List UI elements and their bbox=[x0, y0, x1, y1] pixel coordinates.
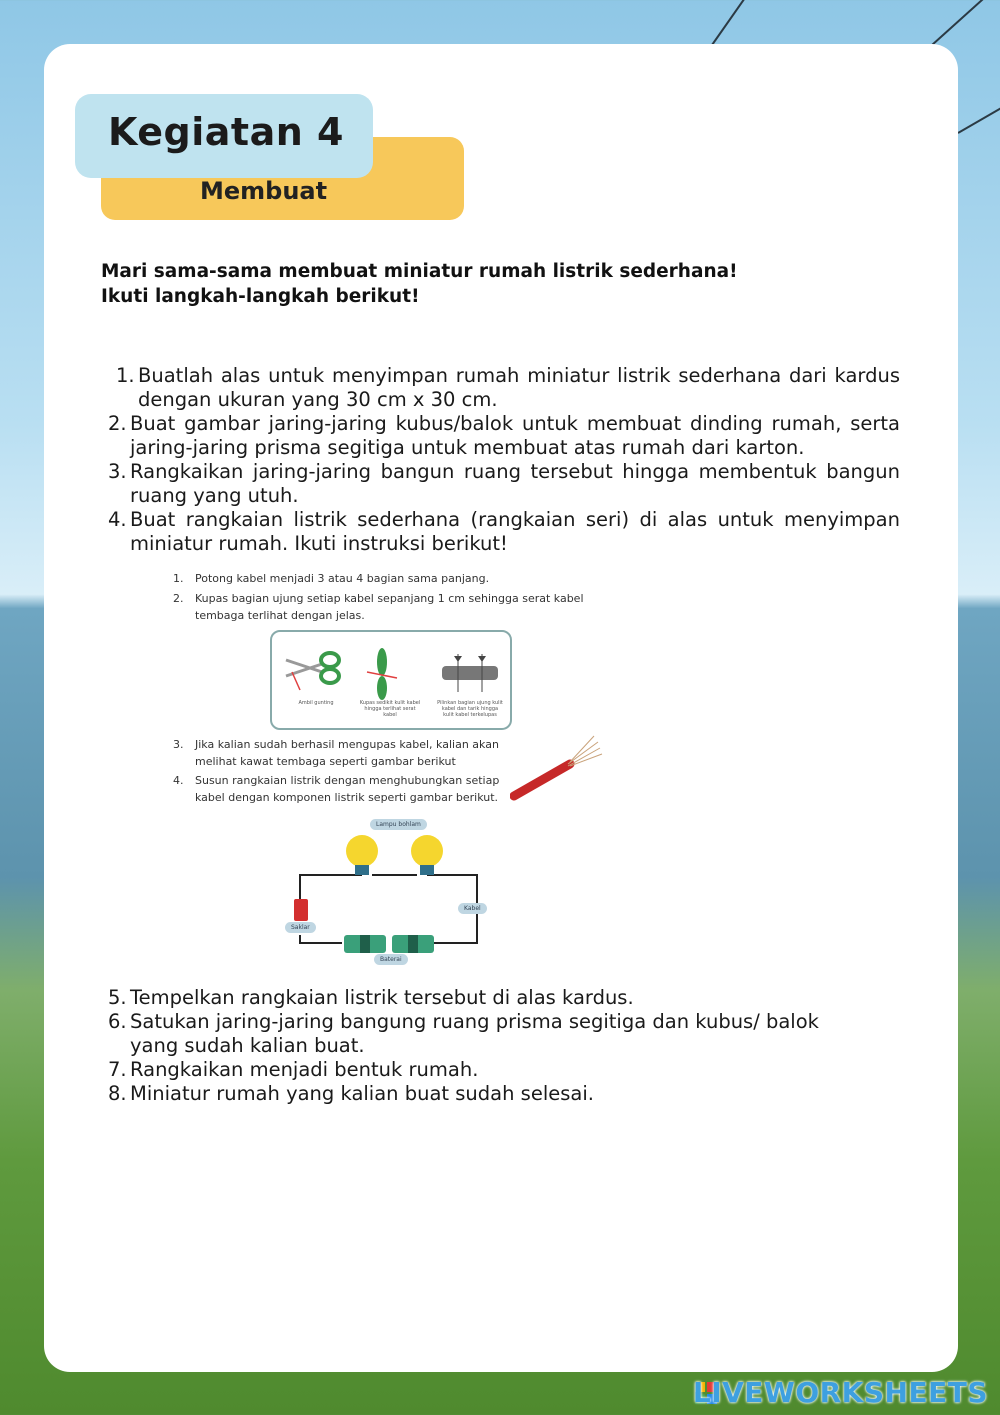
steps-list-continued bbox=[108, 986, 898, 1106]
substep-text: Jika kalian sudah berhasil mengupas kabel, kalian akan melihat kawat tembaga seperti gambar berikut bbox=[195, 738, 499, 768]
substep-number: 4. bbox=[173, 774, 184, 787]
figure-caption: Pilinkan bagian ujung kulit kabel dan tarik hingga kulit kabel terkelupas bbox=[437, 700, 503, 718]
cable-label: Kabel bbox=[458, 903, 487, 914]
substep-item bbox=[173, 590, 613, 624]
step-number: 8. bbox=[108, 1082, 127, 1105]
step-text: Miniatur rumah yang kalian buat sudah selesai. bbox=[130, 1082, 594, 1105]
page-title: Kegiatan 4 bbox=[108, 110, 344, 154]
step-text: Buatlah alas untuk menyimpan rumah miniatur listrik sederhana dari kardus dengan ukuran yang 30 cm x 30 cm. bbox=[138, 364, 900, 411]
pliers-icon bbox=[367, 648, 397, 700]
step-text: Tempelkan rangkaian listrik tersebut di alas kardus. bbox=[130, 986, 634, 1009]
list-item bbox=[108, 986, 898, 1010]
substep-item bbox=[173, 772, 513, 806]
step-number: 3. bbox=[108, 460, 127, 483]
list-item bbox=[108, 364, 900, 412]
steps-list bbox=[108, 364, 900, 556]
step-number: 1. bbox=[116, 364, 135, 387]
cable-icon bbox=[442, 654, 498, 692]
substep-item bbox=[173, 570, 613, 587]
light-bulb-icon bbox=[346, 835, 378, 875]
substep-number: 2. bbox=[173, 592, 184, 605]
step-number: 7. bbox=[108, 1058, 127, 1081]
figure-caption: Ambil gunting bbox=[298, 700, 334, 706]
battery-icon bbox=[392, 935, 434, 953]
step-number: 5. bbox=[108, 986, 127, 1009]
step-text: Satukan jaring-jaring bangung ruang prisma segitiga dan kubus/ balok yang sudah kalian buat. bbox=[130, 1010, 819, 1057]
power-line bbox=[958, 107, 1000, 134]
intro-line: Mari sama-sama membuat miniatur rumah listrik sederhana! bbox=[101, 261, 738, 282]
brand-watermark[interactable]: LIVEWORKSHEETS bbox=[692, 1376, 988, 1409]
scissors-icon bbox=[286, 653, 339, 690]
page-subtitle: Membuat bbox=[200, 177, 328, 205]
step-text: Rangkaikan jaring-jaring bangun ruang tersebut hingga membentuk bangun ruang yang utuh. bbox=[130, 460, 900, 507]
figure-caption: Kupas sedikit kulit kabel hingga terlihat serat kabel bbox=[359, 700, 421, 718]
series-circuit-diagram bbox=[282, 815, 502, 970]
step-text: Buat rangkaian listrik sederhana (rangkaian seri) di alas untuk menyimpan miniatur rumah. Ikuti instruksi berikut! bbox=[130, 508, 900, 555]
list-item bbox=[108, 1010, 898, 1058]
list-item bbox=[108, 1058, 898, 1082]
list-item bbox=[108, 508, 900, 556]
list-item bbox=[108, 460, 900, 508]
step-number: 6. bbox=[108, 1010, 127, 1033]
list-item bbox=[108, 1082, 898, 1106]
light-bulb-icon bbox=[411, 835, 443, 875]
bulb-label: Lampu bohlam bbox=[370, 819, 427, 830]
power-line bbox=[711, 0, 746, 46]
intro-line: Ikuti langkah-langkah berikut! bbox=[101, 286, 420, 307]
substep-text: Susun rangkaian listrik dengan menghubungkan setiap kabel dengan komponen listrik seperti gambar berikut. bbox=[195, 774, 500, 804]
step-number: 2. bbox=[108, 412, 127, 435]
substep-number: 1. bbox=[173, 572, 184, 585]
step-number: 4. bbox=[108, 508, 127, 531]
substep-item bbox=[173, 736, 513, 770]
power-line bbox=[931, 0, 984, 46]
step-text: Buat gambar jaring-jaring kubus/balok untuk membuat dinding rumah, serta jaring-jaring prisma segitiga untuk membuat atas rumah dari karton. bbox=[130, 412, 900, 459]
list-item bbox=[108, 412, 900, 460]
battery-icon bbox=[344, 935, 386, 953]
substep-text: Potong kabel menjadi 3 atau 4 bagian sama panjang. bbox=[195, 572, 490, 585]
copper-wire-illustration bbox=[510, 730, 605, 805]
substep-number: 3. bbox=[173, 738, 184, 751]
cable-stripping-figure bbox=[270, 630, 512, 730]
step-text: Rangkaikan menjadi bentuk rumah. bbox=[130, 1058, 479, 1081]
switch-icon bbox=[294, 899, 308, 921]
battery-label: Baterai bbox=[374, 954, 408, 965]
switch-label: Saklar bbox=[285, 922, 316, 933]
substep-text: Kupas bagian ujung setiap kabel sepanjang 1 cm sehingga serat kabel tembaga terlihat dengan jelas. bbox=[195, 592, 584, 622]
intro-text bbox=[101, 259, 861, 309]
